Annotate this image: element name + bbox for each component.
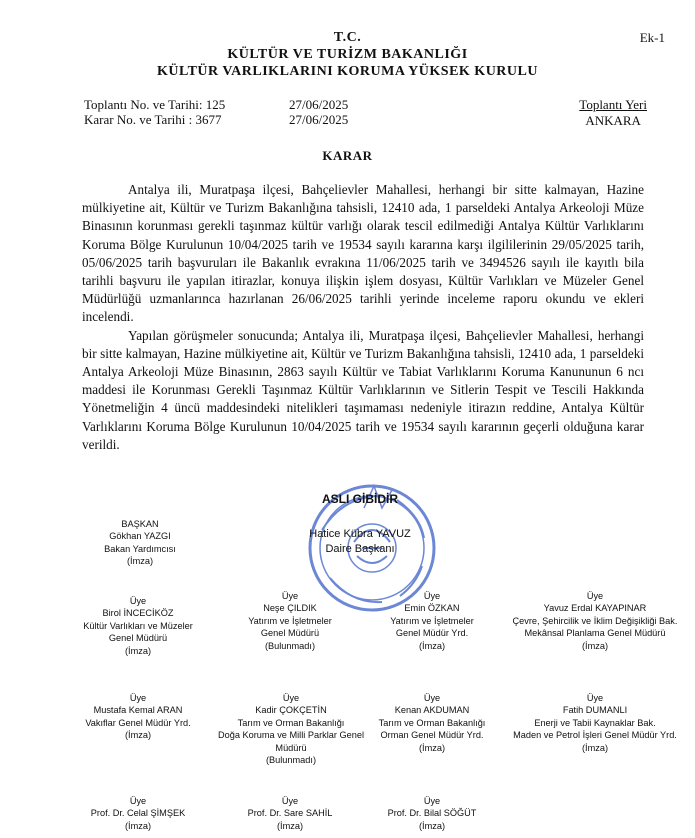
decision-date: 27/06/2025: [289, 112, 349, 127]
certifying-name: Hatice Kübra YAVUZ: [309, 528, 411, 540]
header-ministry: KÜLTÜR VE TURİZM BAKANLIĞI: [227, 47, 468, 62]
header-tc: T.C.: [333, 30, 362, 45]
certified-copy-label: ASLI GİBİDİR: [321, 492, 398, 506]
signatory-member: Üye Mustafa Kemal ARAN Vakıflar Genel Müdür Yrd. (İmza): [85, 693, 191, 741]
meeting-place-label: Toplantı Yeri: [579, 97, 647, 112]
paragraph-1: Antalya ili, Muratpaşa ilçesi, Bahçelievler Mahallesi, herhangi bir sitte kalmayan, Hazine mülkiyetine ait, Kültür ve Turizm Bakanlığına tahsisli, 12410 ada, 1 parseldeki Antalya Arkeoloji Müze Binasının korunması gerekli taşınmaz kültür varlığı olarak tescil edilmediği Antalya Kültür Varlıklarını Koruma Bölge Kurulunun 10/04/2025 tarih ve 19534 sayılı kararına karşı ilgililerinin 29/05/2025 tarih, 05/06/2025 tarih başvuruları ile Bakanlık evrakına 11/06/2025 tarih ve 3494526 sayılı ile kayıtlı bila tarihli başvuru ile yapılan itirazlar, konuya ilişkin işlem dosyası, Kültür Varlıkları ve Müzeler Genel Müdürlüğü uzmanlarınca hazırlanan 26/06/2025 tarihli yerinde inceleme raporu okundu ve ekleri incelendi.: [82, 182, 644, 325]
signatory-member: Üye Prof. Dr. Sare SAHİL (İmza): [247, 796, 333, 831]
signatory-member: Üye Birol İNCECİKÖZ Kültür Varlıkları ve Müzeler Genel Müdürü (İmza): [83, 596, 193, 656]
signatory-member: Üye Kenan AKDUMAN Tarım ve Orman Bakanlığı Orman Genel Müdür Yrd. (İmza): [378, 693, 486, 753]
decision-title: KARAR: [322, 148, 373, 163]
certifying-title: Daire Başkanı: [325, 543, 395, 555]
certifying-official: [290, 527, 430, 557]
signatory-member: Üye Emin ÖZKAN Yatırım ve İşletmeler Genel Müdür Yrd. (İmza): [390, 591, 474, 651]
annex-label: Ek-1: [639, 30, 665, 45]
paragraph-2: Yapılan görüşmeler sonucunda; Antalya ili, Muratpaşa ilçesi, Bahçelievler Mahallesi, herhangi bir sitte kalmayan, Hazine mülkiyetine ait, Kültür ve Turizm Bakanlığına tahsisli, 12410 ada, 1 parseldeki Antalya Arkeoloji Müze Binasının, 2863 sayılı Kültür ve Tabiat Varlıklarını Koruma Kanununun 6 ncı maddesi ile Korunması Gerekli Taşınmaz Kültür Varlıklarının ve Sitlerin Tespit ve Tescili Hakkında Yönetmeliğin 4 üncü maddesindeki nitelikleri taşımaması nedeniyle itirazın reddine, Antalya Kültür Varlıklarını Koruma Bölge Kurulunun 10/04/2025 tarih ve 19534 sayılı kararının geçerli olduğuna karar verildi.: [82, 327, 644, 452]
meeting-date: 27/06/2025: [289, 97, 349, 112]
meeting-place: [579, 97, 647, 129]
signatory-member: Üye Neşe ÇILDIK Yatırım ve İşletmeler Genel Müdürü (Bulunmadı): [248, 591, 332, 651]
decision-body: [82, 181, 644, 454]
signatory-member: Üye Fatih DUMANLI Enerji ve Tabii Kaynaklar Bak. Maden ve Petrol İşleri Genel Müdür Yrd. (İmza): [513, 693, 677, 753]
signatory-member: Üye Prof. Dr. Bilal SÖĞÜT (İmza): [387, 796, 477, 831]
signatory-president: BAŞKAN Gökhan YAZGI Bakan Yardımcısı (İmza): [104, 519, 176, 567]
meeting-number-label: Toplantı No. ve Tarihi: 125: [84, 97, 226, 112]
decision-number-label: Karar No. ve Tarihi : 3677: [84, 112, 222, 127]
header-council: KÜLTÜR VARLIKLARINI KORUMA YÜKSEK KURULU: [157, 64, 538, 79]
signatory-member: Üye Prof. Dr. Celal ŞİMŞEK (İmza): [90, 796, 186, 831]
meeting-place-value: ANKARA: [585, 113, 641, 128]
signatory-member: Üye Kadir ÇOKÇETİN Tarım ve Orman Bakanlığı Doğa Koruma ve Milli Parklar Genel Müdürü (Bulunmadı): [217, 693, 365, 766]
signatory-member: Üye Yavuz Erdal KAYAPINAR Çevre, Şehircilik ve İklim Değişikliği Bak. Mekânsal Planlama Genel Müdürü (İmza): [512, 591, 678, 651]
